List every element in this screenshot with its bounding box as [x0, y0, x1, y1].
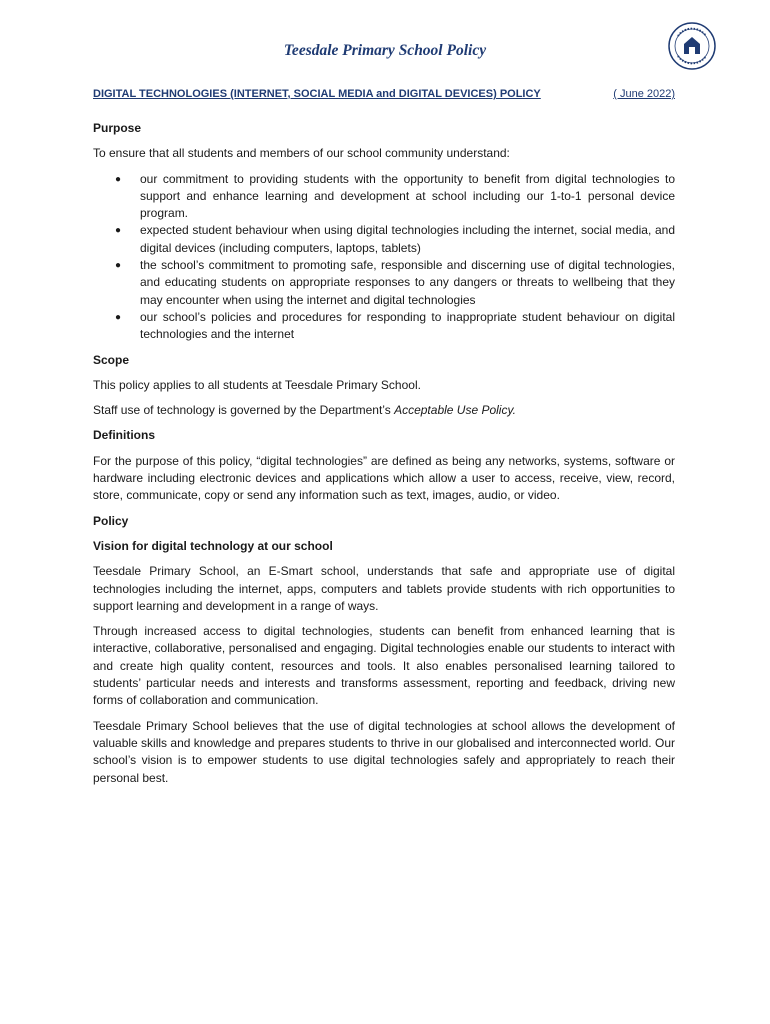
scope-staff-text: Staff use of technology is governed by the Department’s — [93, 403, 395, 418]
acceptable-use-policy-reference: Acceptable Use Policy. — [394, 403, 516, 418]
vision-subheading: Vision for digital technology at our school — [93, 538, 333, 553]
vision-paragraph-2: Through increased access to digital technologies, students can benefit from enhanced learning that is interactive, collaborative, personalised and engaging. Digital technologies enable our students to interact with and create high quality content, resources and tools. It also enables personalised learning tailored to students’ particular needs and interests and transforms assessment, reporting and feedback, driving new forms of collaboration and communication. — [93, 624, 675, 708]
scope-staff-paragraph — [93, 402, 675, 419]
policy-date: ( June 2022) — [613, 88, 675, 100]
page-header-title: Teesdale Primary School Policy — [283, 42, 487, 59]
policy-title: DIGITAL TECHNOLOGIES (INTERNET, SOCIAL MEDIA and DIGITAL DEVICES) POLICY — [93, 88, 541, 100]
policy-heading — [93, 88, 675, 100]
school-crest-icon — [668, 22, 716, 70]
definitions-heading: Definitions — [93, 428, 155, 443]
purpose-bullet-list — [93, 171, 675, 344]
purpose-bullet: ● our school’s policies and procedures for responding to inappropriate student behaviour on digital technologies and the internet — [140, 309, 675, 344]
policy-body — [93, 120, 675, 795]
purpose-bullet: ● expected student behaviour when using digital technologies including the internet, social media, and digital devices (including computers, laptops, tablets) — [140, 222, 675, 257]
purpose-bullet: ● the school’s commitment to promoting safe, responsible and discerning use of digital technologies, and educating students on appropriate responses to any dangers or threats to wellbeing that they may encounter when using the internet and digital technologies — [140, 257, 675, 309]
scope-heading: Scope — [93, 352, 130, 367]
vision-paragraph-3: Teesdale Primary School believes that the use of digital technologies at school allows the development of valuable skills and knowledge and prepares students to thrive in our globalised and interconnected world. Our school’s vision is to empower students to use digital technologies safely and appropriately to reach their personal best. — [93, 718, 675, 785]
scope-paragraph: This policy applies to all students at Teesdale Primary School. — [93, 377, 421, 392]
purpose-intro: To ensure that all students and members of our school community understand: — [93, 146, 510, 161]
purpose-bullet: ● our commitment to providing students with the opportunity to benefit from digital technologies to support and enhance learning and development at school including our 1-to-1 personal device program. — [140, 171, 675, 223]
vision-paragraph-1: Teesdale Primary School, an E-Smart school, understands that safe and appropriate use of digital technologies including the internet, apps, computers and tablets provide students with rich opportunities to support learning and development in a range of ways. — [93, 564, 675, 613]
purpose-heading: Purpose — [93, 121, 142, 135]
definitions-paragraph: For the purpose of this policy, “digital technologies” are defined as being any networks, systems, software or hardware including electronic devices and applications which allow a user to access, receive, view, record, store, communicate, copy or send any information such as text, images, audio, or video. — [93, 453, 675, 503]
policy-section-heading: Policy — [93, 513, 129, 528]
